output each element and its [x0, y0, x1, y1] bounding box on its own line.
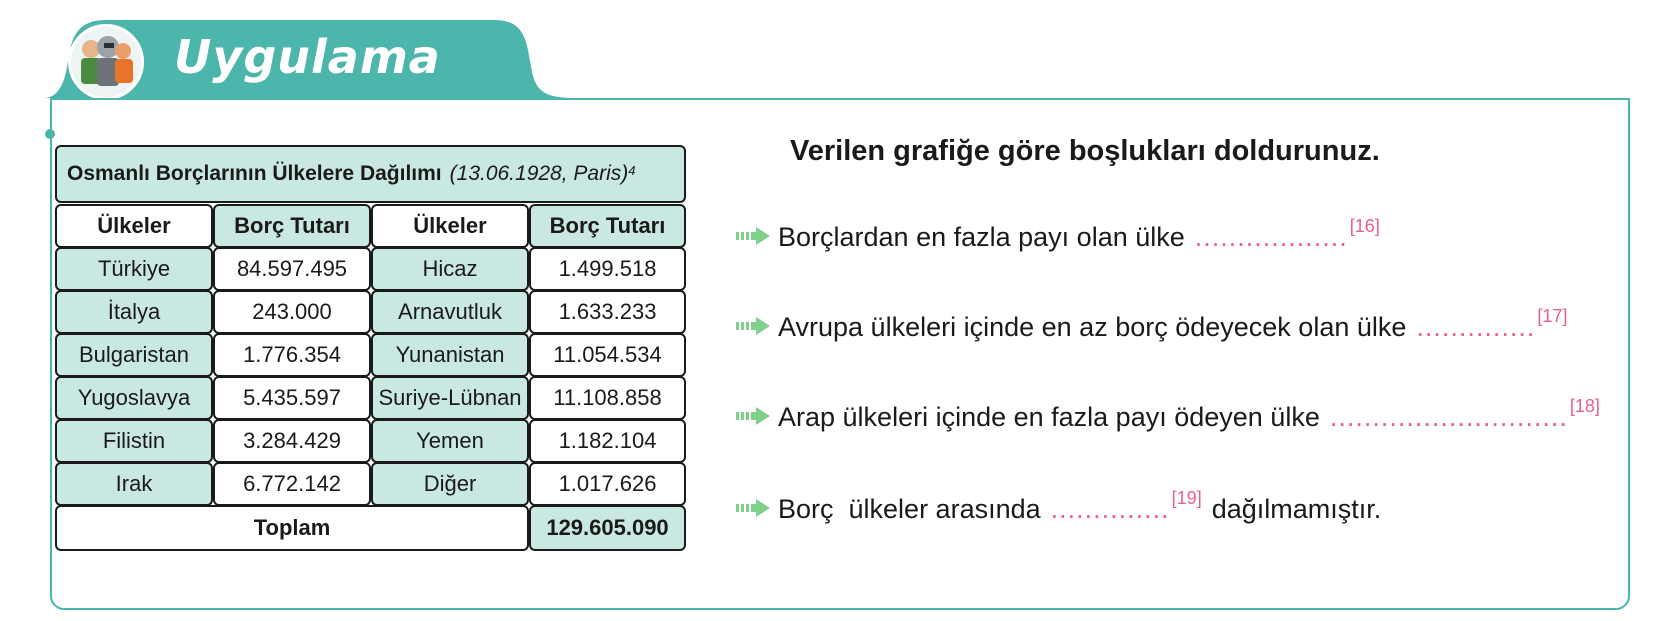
table-cell-country: Irak — [55, 462, 213, 506]
answer-blank[interactable]: .................. — [1194, 222, 1348, 252]
section-header-tab — [44, 20, 574, 98]
frame-corner-dot — [45, 129, 55, 139]
item-number: [16] — [1349, 216, 1380, 236]
item-number: [19] — [1171, 488, 1202, 508]
table-header-country-2: Ülkeler — [371, 204, 529, 248]
table-cell-amount: 11.054.534 — [529, 333, 686, 377]
exercise-item-18 — [736, 396, 1600, 433]
table-caption — [55, 145, 686, 203]
section-title: Uygulama — [174, 30, 441, 84]
mascot-avatar — [68, 24, 144, 100]
answer-blank[interactable]: .............. — [1050, 494, 1170, 524]
table-cell-amount: 1.182.104 — [529, 419, 686, 463]
table-cell-country: Bulgaristan — [55, 333, 213, 377]
table-cell-country: Hicaz — [371, 247, 529, 291]
arrow-right-icon — [736, 406, 772, 426]
table-cell-country: Diğer — [371, 462, 529, 506]
table-cell-amount: 1.017.626 — [529, 462, 686, 506]
table-cell-country: İtalya — [55, 290, 213, 334]
exercise-item-text: Arap ülkeleri içinde en fazla payı ödeyen ülke — [778, 402, 1320, 432]
answer-blank[interactable]: ............................ — [1329, 402, 1568, 432]
table-cell-amount: 3.284.429 — [213, 419, 371, 463]
exercise-item-19 — [736, 488, 1382, 525]
arrow-right-icon — [736, 498, 772, 518]
table-cell-amount: 84.597.495 — [213, 247, 371, 291]
table-cell-amount: 6.772.142 — [213, 462, 371, 506]
table-caption-title: Osmanlı Borçlarının Ülkelere Dağılımı — [67, 162, 442, 185]
exercise-item-17 — [736, 306, 1568, 343]
table-cell-amount: 1.499.518 — [529, 247, 686, 291]
table-caption-ref: 4 — [628, 162, 636, 178]
table-cell-country: Filistin — [55, 419, 213, 463]
table-cell-country: Arnavutluk — [371, 290, 529, 334]
table-cell-country: Türkiye — [55, 247, 213, 291]
table-cell-amount: 5.435.597 — [213, 376, 371, 420]
table-cell-amount: 243.000 — [213, 290, 371, 334]
exercise-item-suffix: dağılmamıştır. — [1211, 494, 1382, 524]
exercise-item-text: Borçlardan en fazla payı olan ülke — [778, 222, 1185, 252]
table-caption-date: (13.06.1928, Paris) — [449, 162, 629, 185]
arrow-right-icon — [736, 226, 772, 246]
table-cell-amount: 11.108.858 — [529, 376, 686, 420]
arrow-right-icon — [736, 316, 772, 336]
exercise-item-16 — [736, 216, 1380, 253]
table-cell-country: Suriye-Lübnan — [371, 376, 529, 420]
exercise-item-text: Borç ülkeler arasında — [778, 494, 1041, 524]
table-cell-country: Yunanistan — [371, 333, 529, 377]
table-cell-amount: 1.633.233 — [529, 290, 686, 334]
table-header-amount-1: Borç Tutarı — [213, 204, 371, 248]
table-total-value: 129.605.090 — [529, 505, 686, 551]
mascot-illustration — [71, 27, 141, 97]
exercise-instruction: Verilen grafiğe göre boşlukları doldurunuz. — [790, 135, 1380, 167]
table-cell-country: Yugoslavya — [55, 376, 213, 420]
table-header-country-1: Ülkeler — [55, 204, 213, 248]
table-header-amount-2: Borç Tutarı — [529, 204, 686, 248]
answer-blank[interactable]: .............. — [1416, 312, 1536, 342]
item-number: [18] — [1569, 396, 1600, 416]
table-total-label: Toplam — [55, 505, 529, 551]
table-cell-country: Yemen — [371, 419, 529, 463]
item-number: [17] — [1537, 306, 1568, 326]
exercise-item-text: Avrupa ülkeleri içinde en az borç ödeyecek olan ülke — [778, 312, 1407, 342]
table-cell-amount: 1.776.354 — [213, 333, 371, 377]
